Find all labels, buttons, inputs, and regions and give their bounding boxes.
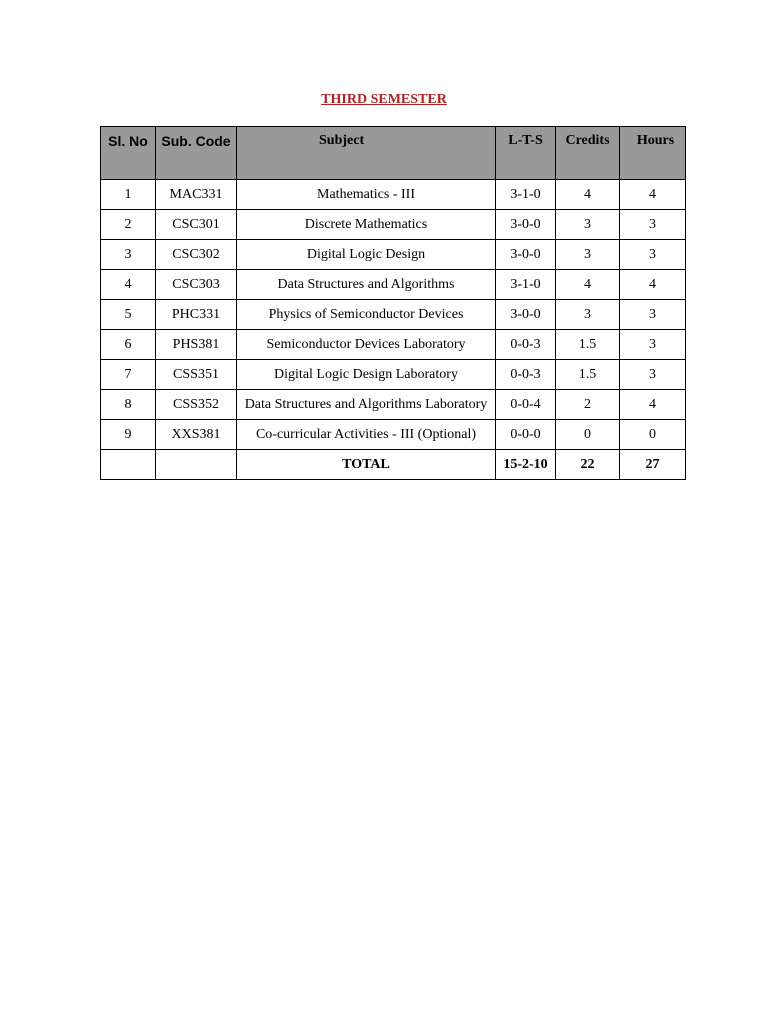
cell-lts: 3-0-0 <box>496 240 556 270</box>
cell-credits: 4 <box>556 180 620 210</box>
cell-hours: 3 <box>620 360 686 390</box>
cell-lts: 0-0-3 <box>496 330 556 360</box>
cell-subject: Digital Logic Design <box>237 240 496 270</box>
cell-credits: 0 <box>556 420 620 450</box>
cell-subject: Co-curricular Activities - III (Optional) <box>237 420 496 450</box>
cell-subject: Semiconductor Devices Laboratory <box>237 330 496 360</box>
cell-sub-code: CSS351 <box>156 360 237 390</box>
cell-credits: 4 <box>556 270 620 300</box>
table-body <box>101 180 686 480</box>
cell-hours: 0 <box>620 420 686 450</box>
table-row <box>101 240 686 270</box>
cell-subject: Mathematics - III <box>237 180 496 210</box>
header-row <box>101 127 686 180</box>
cell-sl-no: 1 <box>101 180 156 210</box>
table-row <box>101 360 686 390</box>
total-hours: 27 <box>620 450 686 480</box>
cell-lts: 3-1-0 <box>496 180 556 210</box>
cell-credits: 3 <box>556 210 620 240</box>
cell-credits: 2 <box>556 390 620 420</box>
table-row <box>101 300 686 330</box>
cell-hours: 3 <box>620 210 686 240</box>
header-hours: Hours <box>620 127 686 180</box>
cell-credits: 3 <box>556 240 620 270</box>
total-label: TOTAL <box>237 450 496 480</box>
total-empty-cell <box>101 450 156 480</box>
cell-credits: 1.5 <box>556 360 620 390</box>
cell-sl-no: 6 <box>101 330 156 360</box>
cell-lts: 0-0-3 <box>496 360 556 390</box>
cell-hours: 3 <box>620 300 686 330</box>
cell-lts: 0-0-0 <box>496 420 556 450</box>
cell-sl-no: 8 <box>101 390 156 420</box>
cell-sub-code: MAC331 <box>156 180 237 210</box>
cell-hours: 4 <box>620 270 686 300</box>
cell-sub-code: CSC301 <box>156 210 237 240</box>
cell-sl-no: 4 <box>101 270 156 300</box>
header-credits: Credits <box>556 127 620 180</box>
cell-sl-no: 2 <box>101 210 156 240</box>
header-lts: L-T-S <box>496 127 556 180</box>
cell-sl-no: 5 <box>101 300 156 330</box>
cell-subject: Discrete Mathematics <box>237 210 496 240</box>
cell-lts: 3-0-0 <box>496 210 556 240</box>
cell-subject: Digital Logic Design Laboratory <box>237 360 496 390</box>
table-row <box>101 420 686 450</box>
cell-subject: Data Structures and Algorithms Laboratory <box>237 390 496 420</box>
table-row <box>101 210 686 240</box>
total-empty-cell <box>156 450 237 480</box>
cell-credits: 3 <box>556 300 620 330</box>
total-credits: 22 <box>556 450 620 480</box>
table-row <box>101 330 686 360</box>
cell-lts: 3-0-0 <box>496 300 556 330</box>
cell-subject: Physics of Semiconductor Devices <box>237 300 496 330</box>
cell-lts: 3-1-0 <box>496 270 556 300</box>
cell-hours: 4 <box>620 390 686 420</box>
course-table <box>100 126 686 480</box>
cell-lts: 0-0-4 <box>496 390 556 420</box>
cell-subject: Data Structures and Algorithms <box>237 270 496 300</box>
cell-sub-code: PHC331 <box>156 300 237 330</box>
cell-hours: 3 <box>620 240 686 270</box>
table-row <box>101 390 686 420</box>
cell-sl-no: 7 <box>101 360 156 390</box>
header-sl-no: Sl. No <box>101 127 156 180</box>
cell-sl-no: 9 <box>101 420 156 450</box>
cell-hours: 3 <box>620 330 686 360</box>
header-subject: Subject <box>237 127 496 180</box>
total-row <box>101 450 686 480</box>
cell-sub-code: CSC303 <box>156 270 237 300</box>
cell-hours: 4 <box>620 180 686 210</box>
table-header <box>101 127 686 180</box>
cell-sl-no: 3 <box>101 240 156 270</box>
cell-sub-code: PHS381 <box>156 330 237 360</box>
cell-sub-code: CSC302 <box>156 240 237 270</box>
table-row <box>101 180 686 210</box>
table-row <box>101 270 686 300</box>
header-sub-code: Sub. Code <box>156 127 237 180</box>
total-lts: 15-2-10 <box>496 450 556 480</box>
cell-credits: 1.5 <box>556 330 620 360</box>
cell-sub-code: CSS352 <box>156 390 237 420</box>
page-title: THIRD SEMESTER <box>321 92 447 107</box>
cell-sub-code: XXS381 <box>156 420 237 450</box>
